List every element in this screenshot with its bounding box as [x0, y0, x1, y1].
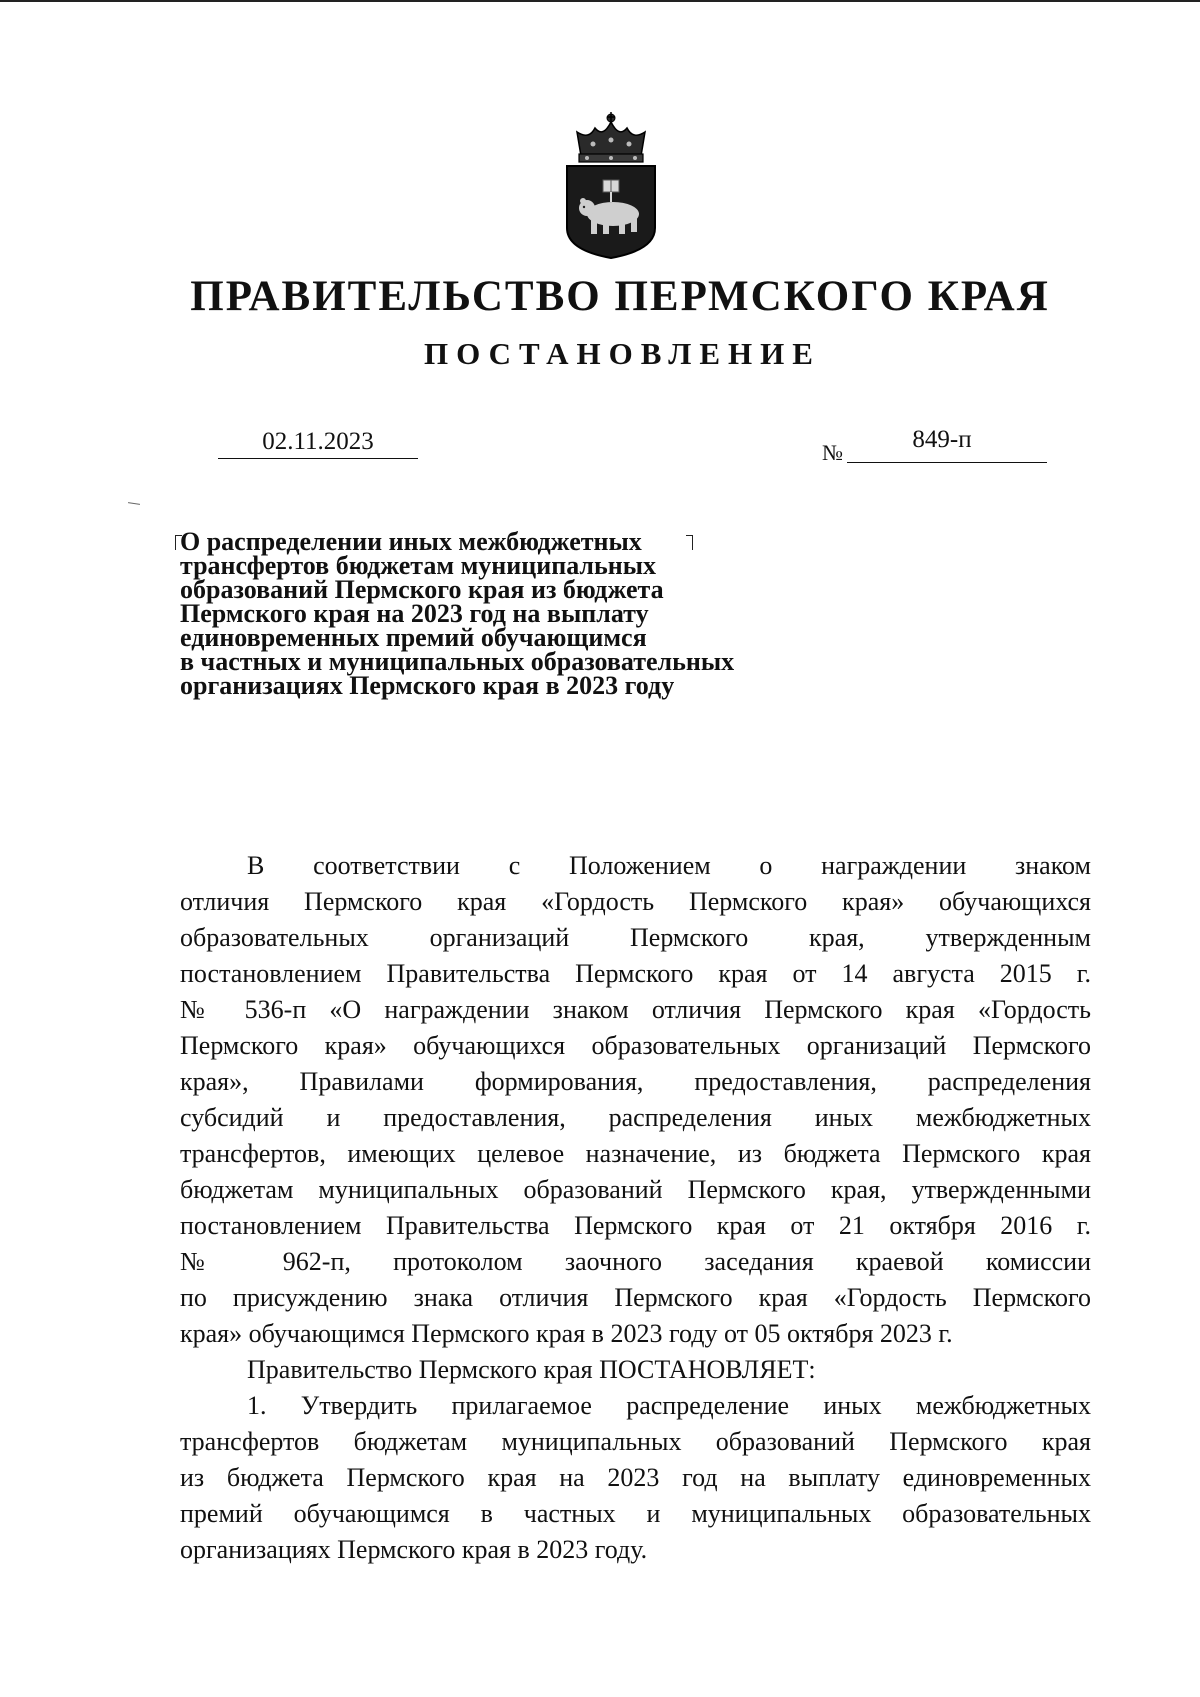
body-line: № 536-п «О награждении знаком отличия Пермского края «Гордость	[180, 995, 1091, 1024]
document-number: 849-п	[912, 426, 972, 453]
document-type: ПОСТАНОВЛЕНИЕ	[424, 336, 821, 371]
body-line: трансфертов бюджетам муниципальных образований Пермского края	[180, 1427, 1091, 1456]
body-line: края», Правилами формирования, предоставления, распределения	[180, 1067, 1091, 1096]
body-line: по присуждению знака отличия Пермского края «Гордость Пермского	[180, 1283, 1091, 1312]
crown-icon	[577, 112, 645, 162]
subject-line: в частных и муниципальных образовательных	[180, 647, 735, 676]
number-underline	[847, 462, 1047, 463]
document-date: 02.11.2023	[262, 428, 374, 455]
body-line: В соответствии с Положением о награждении знаком	[247, 851, 1091, 880]
subject-line: Пермского края на 2023 год на выплату	[180, 599, 649, 628]
body-line: отличия Пермского края «Гордость Пермского края» обучающихся	[180, 887, 1091, 916]
resolves-line: Правительство Пермского края ПОСТАНОВЛЯЕТ:	[247, 1355, 816, 1384]
body-line: трансфертов, имеющих целевое назначение, из бюджета Пермского края	[180, 1139, 1091, 1168]
document-subject	[180, 527, 820, 700]
government-title: ПРАВИТЕЛЬСТВО ПЕРМСКОГО КРАЯ	[190, 273, 1050, 320]
body-line: образовательных организаций Пермского края, утвержденным	[180, 923, 1091, 952]
subject-line: образований Пермского края из бюджета	[180, 575, 664, 604]
body-line: из бюджета Пермского края на 2023 год на выплату единовременных	[180, 1463, 1091, 1492]
body-line: субсидий и предоставления, распределения иных межбюджетных	[180, 1103, 1091, 1132]
body-line: бюджетам муниципальных образований Пермского края, утвержденными	[180, 1175, 1091, 1204]
subject-line: трансфертов бюджетам муниципальных	[180, 551, 657, 580]
body-line: премий обучающимся в частных и муниципальных образовательных	[180, 1499, 1091, 1528]
subject-line: единовременных премий обучающимся	[180, 623, 647, 652]
body-line: № 962-п, протоколом заочного заседания краевой комиссии	[180, 1247, 1091, 1276]
subject-line: организациях Пермского края в 2023 году	[180, 671, 675, 700]
date-underline	[218, 458, 418, 459]
item-1-paragraph	[180, 1388, 1091, 1568]
scan-mark	[128, 502, 140, 505]
body-line: края» обучающимся Пермского края в 2023 году от 05 октября 2023 г.	[180, 1319, 953, 1348]
body-line: постановлением Правительства Пермского края от 21 октября 2016 г.	[180, 1211, 1091, 1240]
document-body	[180, 848, 1091, 1568]
body-line: 1. Утвердить прилагаемое распределение иных межбюджетных	[247, 1391, 1091, 1420]
number-sign: №	[822, 440, 843, 465]
coat-of-arms-bear-icon	[559, 110, 663, 260]
body-line: Пермского края» обучающихся образовательных организаций Пермского	[180, 1031, 1091, 1060]
subject-line: О распределении иных межбюджетных	[180, 527, 642, 556]
body-line: организациях Пермского края в 2023 году.	[180, 1535, 648, 1564]
body-line: постановлением Правительства Пермского края от 14 августа 2015 г.	[180, 959, 1091, 988]
preamble-paragraph	[180, 848, 1091, 1352]
page-top-edge	[0, 0, 1200, 2]
